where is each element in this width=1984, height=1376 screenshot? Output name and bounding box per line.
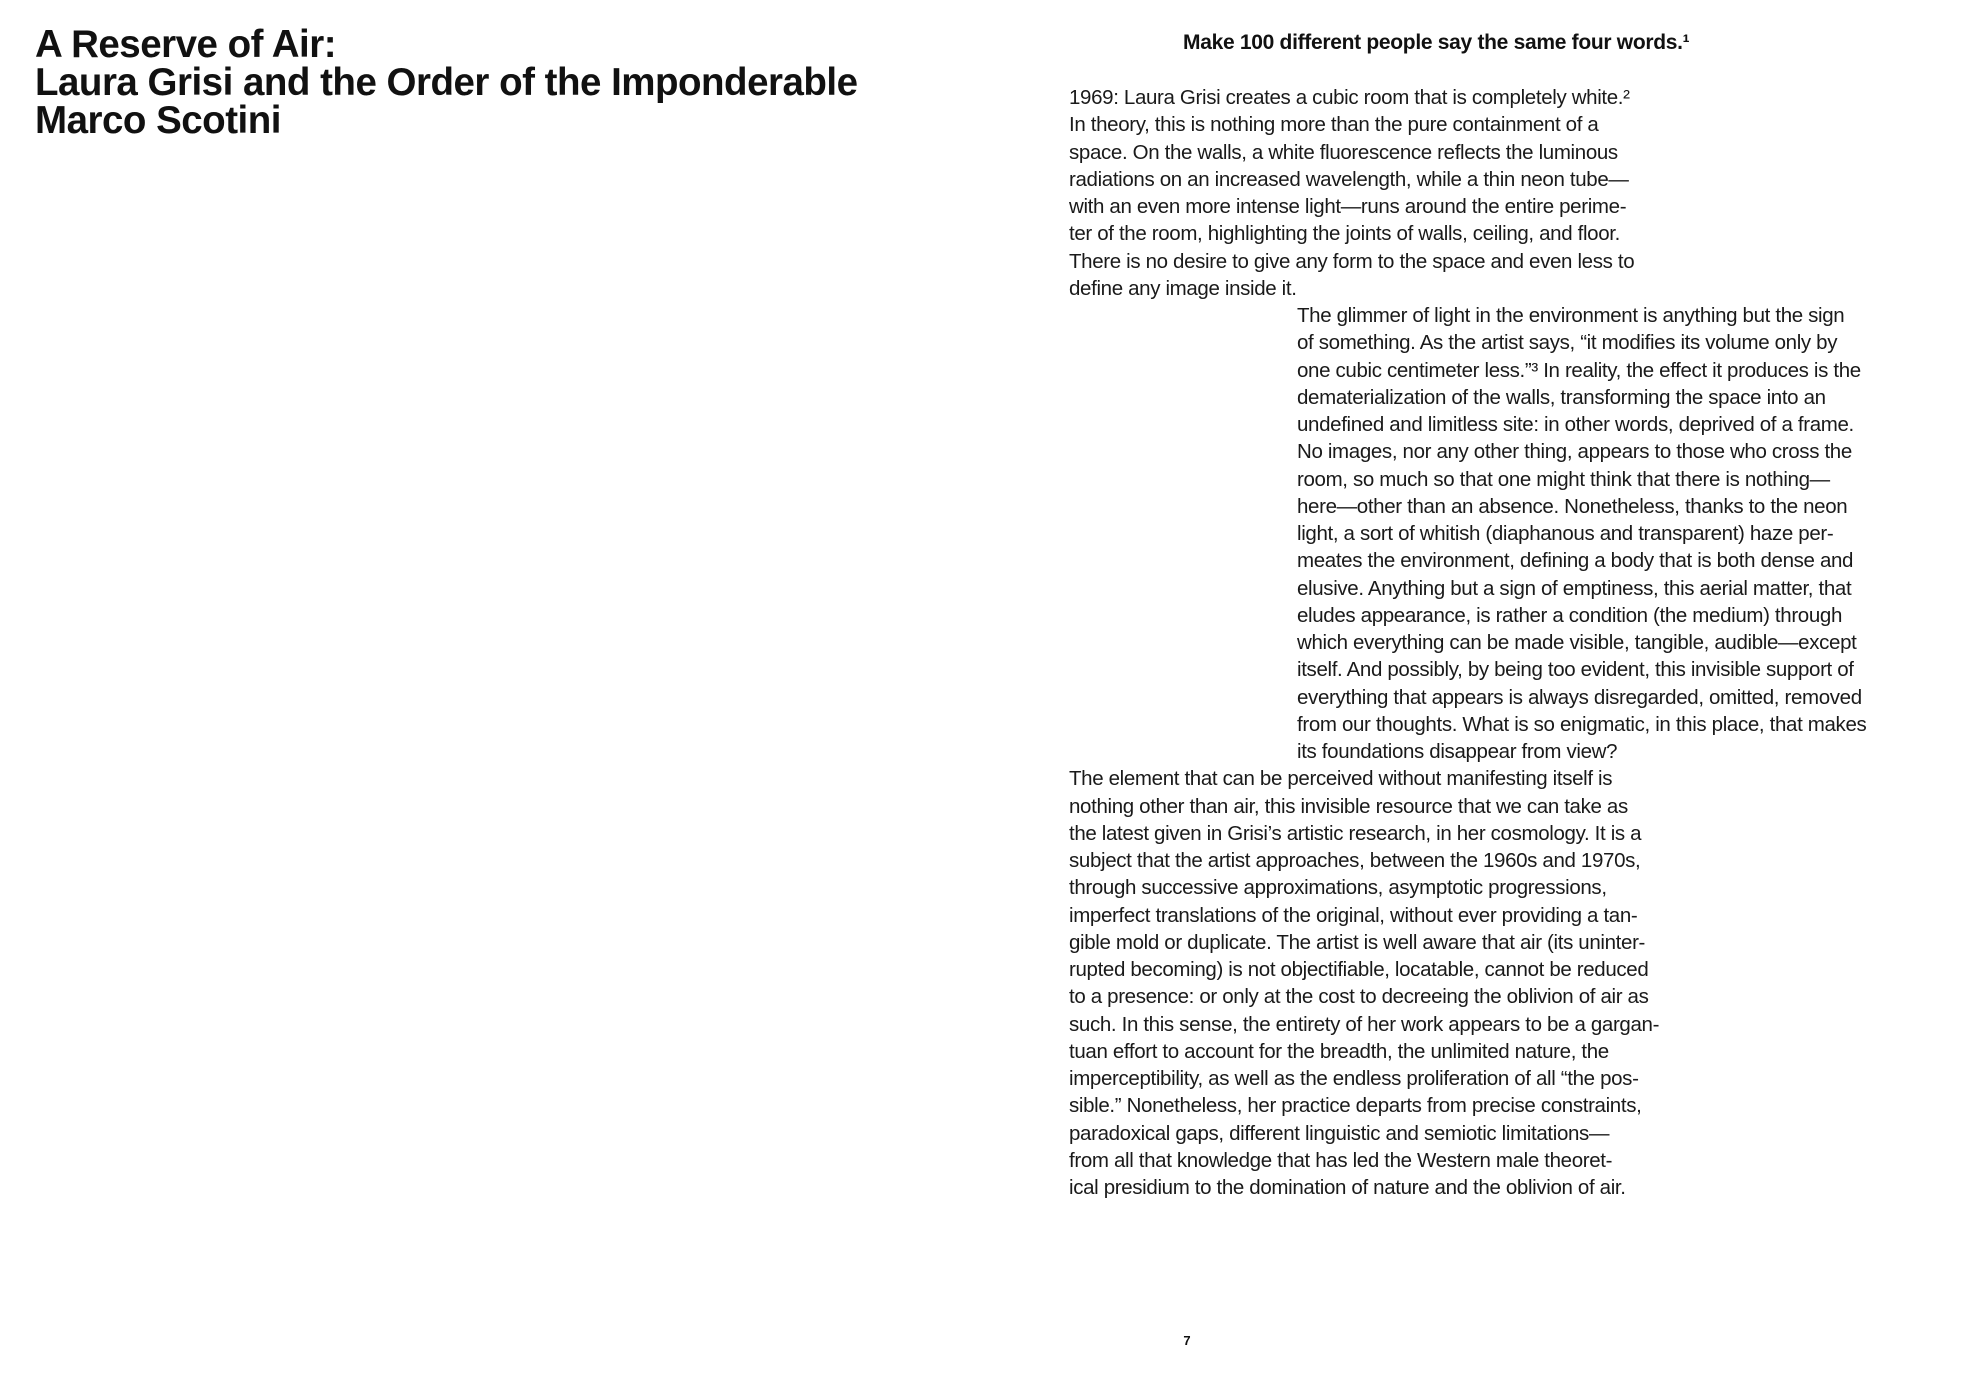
paragraph-2 bbox=[1297, 302, 1962, 765]
text-line: rupted becoming) is not objectifiable, locatable, cannot be reduced bbox=[1069, 958, 1649, 981]
text-line: ter of the room, highlighting the joints of walls, ceiling, and floor. bbox=[1069, 222, 1620, 246]
text-line: everything that appears is always disregarded, omitted, removed bbox=[1297, 685, 1862, 709]
text-line: itself. And possibly, by being too evident, this invisible support of bbox=[1297, 658, 1854, 682]
text-line: dematerialization of the walls, transforming the space into an bbox=[1297, 385, 1826, 409]
text-line: here—other than an absence. Nonetheless, thanks to the neon bbox=[1297, 494, 1848, 518]
body-text-column bbox=[1069, 84, 1969, 1201]
text-line: The element that can be perceived without manifesting itself is bbox=[1069, 767, 1613, 791]
page-number: 7 bbox=[1183, 1333, 1191, 1348]
text-line: imperfect translations of the original, without ever providing a tan- bbox=[1069, 903, 1638, 927]
paragraph-3 bbox=[1069, 765, 1734, 1201]
text-line: its foundations disappear from view? bbox=[1297, 740, 1618, 763]
text-line: In theory, this is nothing more than the pure containment of a bbox=[1069, 113, 1599, 137]
text-line: which everything can be made visible, tangible, audible—except bbox=[1297, 631, 1857, 654]
text-line: to a presence: or only at the cost to decreeing the oblivion of air as bbox=[1069, 985, 1649, 1009]
text-line: ical presidium to the domination of nature and the oblivion of air. bbox=[1069, 1176, 1626, 1199]
text-line: tuan effort to account for the breadth, the unlimited nature, the bbox=[1069, 1039, 1609, 1063]
epigraph: Make 100 different people say the same four words.¹ bbox=[1183, 31, 1690, 54]
text-line: gible mold or duplicate. The artist is well aware that air (its uninter- bbox=[1069, 930, 1646, 954]
text-line: radiations on an increased wavelength, while a thin neon tube— bbox=[1069, 167, 1629, 191]
text-line: meates the environment, defining a body that is both dense and bbox=[1297, 549, 1854, 573]
text-line: with an even more intense light—runs around the entire perime- bbox=[1069, 195, 1627, 218]
text-line: the latest given in Grisi’s artistic research, in her cosmology. It is a bbox=[1069, 821, 1642, 845]
text-line: light, a sort of whitish (diaphanous and transparent) haze per- bbox=[1297, 522, 1834, 545]
text-line: elusive. Anything but a sign of emptiness, this aerial matter, that bbox=[1297, 576, 1852, 600]
text-line: from our thoughts. What is so enigmatic, in this place, that makes bbox=[1297, 712, 1867, 736]
text-line: imperceptibility, as well as the endless proliferation of all “the pos- bbox=[1069, 1067, 1639, 1090]
text-line: There is no desire to give any form to the space and even less to bbox=[1069, 249, 1635, 273]
text-line: No images, nor any other thing, appears to those who cross the bbox=[1297, 440, 1852, 464]
text-line: from all that knowledge that has led the Western male theoret- bbox=[1069, 1148, 1613, 1172]
title-line-2: Laura Grisi and the Order of the Imponderable bbox=[35, 61, 858, 104]
text-line: The glimmer of light in the environment is anything but the sign bbox=[1297, 304, 1845, 327]
text-line: undefined and limitless site: in other words, deprived of a frame. bbox=[1297, 413, 1854, 436]
text-line: define any image inside it. bbox=[1069, 276, 1297, 300]
text-line: space. On the walls, a white fluorescence reflects the luminous bbox=[1069, 140, 1618, 164]
text-line: through successive approximations, asymptotic progressions, bbox=[1069, 876, 1607, 900]
text-line: paradoxical gaps, different linguistic and semiotic limitations— bbox=[1069, 1121, 1610, 1145]
text-line: such. In this sense, the entirety of her work appears to be a gargan- bbox=[1069, 1012, 1660, 1036]
text-line: nothing other than air, this invisible resource that we can take as bbox=[1069, 794, 1628, 818]
text-line: room, so much so that one might think that there is nothing— bbox=[1297, 467, 1830, 491]
text-line: subject that the artist approaches, between the 1960s and 1970s, bbox=[1069, 849, 1641, 872]
text-line: of something. As the artist says, “it modifies its volume only by bbox=[1297, 331, 1838, 355]
text-line: 1969: Laura Grisi creates a cubic room that is completely white.² bbox=[1069, 86, 1630, 109]
author-name: Marco Scotini bbox=[35, 99, 281, 142]
text-line: eludes appearance, is rather a condition (the medium) through bbox=[1297, 603, 1843, 627]
text-line: sible.” Nonetheless, her practice departs from precise constraints, bbox=[1069, 1094, 1642, 1118]
paragraph-1 bbox=[1069, 84, 1734, 302]
article-title-block bbox=[35, 23, 995, 142]
title-line-1: A Reserve of Air: bbox=[35, 23, 337, 66]
text-line: one cubic centimeter less.”³ In reality, the effect it produces is the bbox=[1297, 358, 1861, 382]
